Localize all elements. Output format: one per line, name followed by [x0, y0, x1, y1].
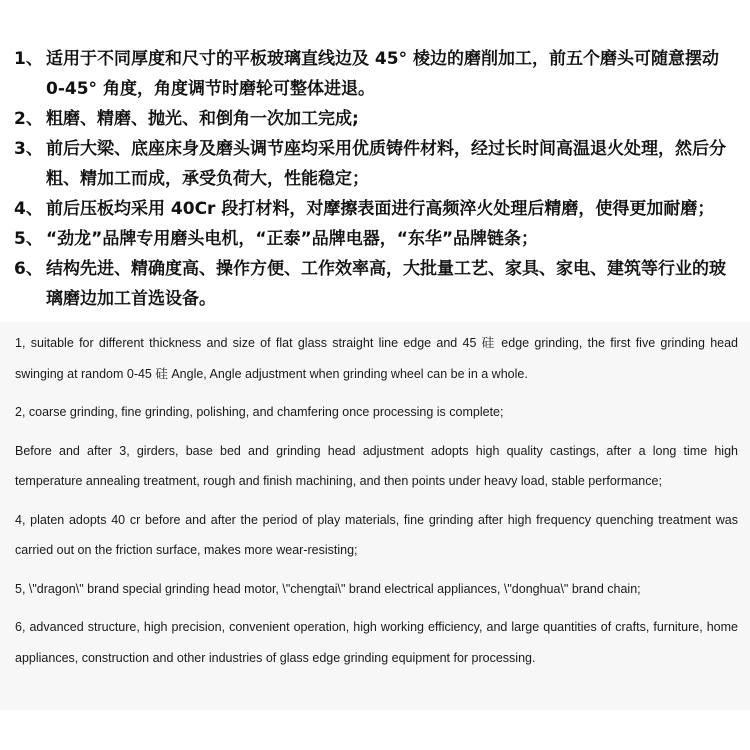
english-feature-paragraph: 4, platen adopts 40 cr before and after the period of play materials, fine grinding after high frequency quenching treatment was carried out on the friction surface, makes more wear-resisting; [15, 512, 738, 557]
english-feature-paragraph: Before and after 3, girders, base bed and grinding head adjustment adopts high quality castings, after a long time high temperature annealing treatment, rough and finish machining, and then points under heavy load, stable performance; [15, 443, 738, 488]
chinese-feature-item [14, 44, 740, 104]
english-feature-paragraph: 1, suitable for different thickness and size of flat glass straight line edge and 45 硅 edge grinding, the first five grinding head swinging at random 0-45 硅 Angle, Angle adjustment when grinding wheel can be in a whole. [15, 336, 738, 381]
item-number: 4、 [14, 199, 43, 219]
item-number: 3、 [14, 139, 43, 159]
item-text: “劲龙”品牌专用磨头电机，“正泰”品牌电器，“东华”品牌链条； [46, 229, 539, 249]
english-feature-list [0, 322, 750, 710]
item-number: 6、 [14, 259, 43, 279]
english-feature-paragraph: 6, advanced structure, high precision, convenient operation, high working efficiency, and large quantities of crafts, furniture, home appliances, construction and other industries of glass edge grinding equipment for processing. [15, 620, 738, 665]
chinese-feature-item [14, 104, 740, 134]
item-text: 结构先进、精确度高、操作方便、工作效率高，大批量工艺、家具、家电、建筑等行业的玻璃磨边加工首选设备。 [46, 259, 726, 309]
item-number: 1、 [14, 49, 43, 69]
english-feature-paragraph: 5, \"dragon\" brand special grinding head motor, \"chengtai\" brand electrical appliances, \"donghua\" brand chain; [15, 581, 641, 596]
chinese-feature-item [14, 224, 740, 254]
chinese-feature-item [14, 134, 740, 194]
chinese-feature-item [14, 254, 740, 314]
chinese-feature-list [14, 44, 740, 314]
chinese-feature-item [14, 194, 740, 224]
item-text: 前后大梁、底座床身及磨头调节座均采用优质铸件材料，经过长时间高温退火处理，然后分粗、精加工而成，承受负荷大，性能稳定； [46, 139, 726, 189]
item-text: 前后压板均采用 40Cr 段打材料，对摩擦表面进行高频淬火处理后精磨，使得更加耐磨； [46, 199, 715, 219]
item-text: 粗磨、精磨、抛光、和倒角一次加工完成; [46, 109, 359, 129]
item-number: 5、 [14, 229, 43, 249]
english-feature-paragraph: 2, coarse grinding, fine grinding, polishing, and chamfering once processing is complete; [15, 405, 504, 419]
item-number: 2、 [14, 109, 43, 129]
item-text: 适用于不同厚度和尺寸的平板玻璃直线边及 45° 棱边的磨削加工，前五个磨头可随意摆动 0-45° 角度，角度调节时磨轮可整体进退。 [46, 49, 719, 99]
